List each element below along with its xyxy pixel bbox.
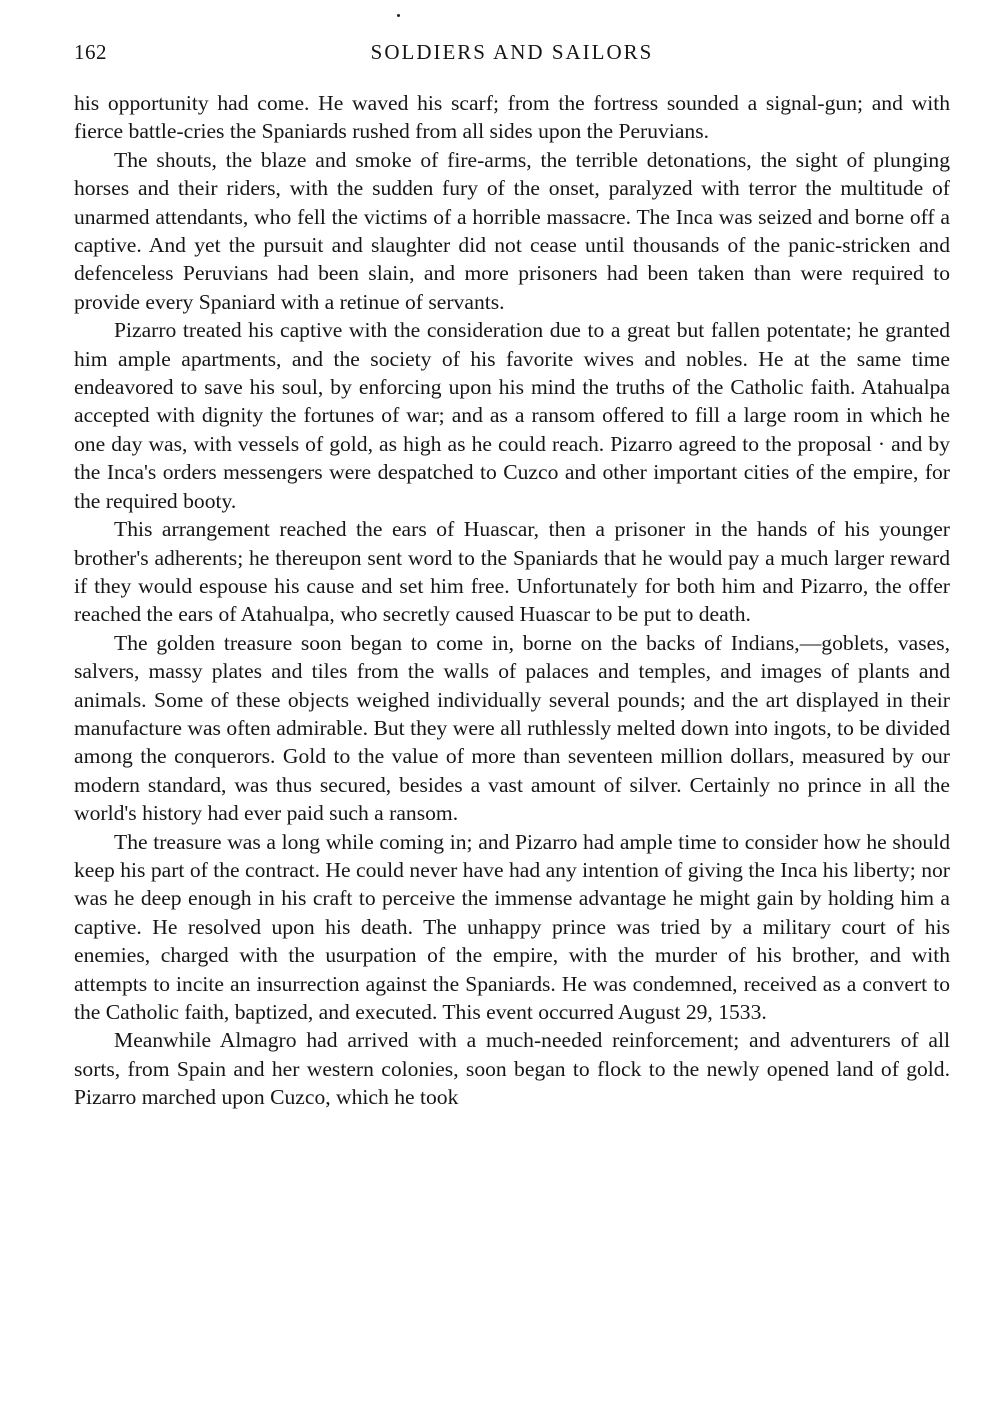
- paragraph-2: The shouts, the blaze and smoke of fire-arms, the terrible detonations, the sight of plunging horses and their riders, with the sudden fury of the onset, paralyzed with terror the multitude of unarmed attendants, who fell the victims of a horrible massacre. The Inca was seized and borne off a captive. And yet the pursuit and slaughter did not cease until thousands of the panic-stricken and defenceless Peruvians had been slain, and more prisoners had been taken than were required to provide every Spaniard with a retinue of servants.: [74, 147, 950, 314]
- print-speck: [397, 14, 400, 17]
- paragraph-7: Meanwhile Almagro had arrived with a much-needed reinforcement; and adventurers of all sorts, from Spain and her western colonies, soon began to flock to the newly opened land of gold. Pizarro marched upon Cuzco, which he took: [74, 1028, 950, 1110]
- paragraph-1: his opportunity had come. He waved his scarf; from the fortress sounded a signal-gun; and with fierce battle-cries the Spaniards rushed from all sides upon the Peruvians.: [74, 91, 950, 144]
- page-header: [74, 40, 950, 70]
- paragraph-6: The treasure was a long while coming in; and Pizarro had ample time to consider how he should keep his part of the contract. He could never have had any intention of giving the Inca his liberty; nor was he deep enough in his craft to perceive the immense advantage he might gain by holding him a captive. He resolved upon his death. The unhappy prince was tried by a military court of his enemies, charged with the usurpation of the empire, with the murder of his brother, and with attempts to incite an insurrection against the Spaniards. He was condemned, received as a convert to the Catholic faith, baptized, and executed. This event occurred August 29, 1533.: [74, 829, 950, 1024]
- running-head: SOLDIERS AND SAILORS: [370, 40, 654, 64]
- paragraph-5: The golden treasure soon began to come in, borne on the backs of Indians,—goblets, vases, salvers, massy plates and tiles from the walls of palaces and temples, and images of plants and animals. Some of these objects weighed individually several pounds; and the art displayed in their manufacture was often admirable. But they were all ruthlessly melted down into ingots, to be divided among the conquerors. Gold to the value of more than seventeen million dollars, measured by our modern standard, was thus secured, besides a vast amount of silver. Certainly no prince in all the world's history had ever paid such a ransom.: [74, 630, 950, 826]
- paragraph-3: Pizarro treated his captive with the consideration due to a great but fallen potentate; he granted him ample apartments, and the society of his favorite wives and nobles. He at the same time endeavored to save his soul, by enforcing upon his mind the truths of the Catholic faith. Atahualpa accepted with dignity the fortunes of war; and as a ransom offered to fill a large room in which he one day was, with vessels of gold, as high as he could reach. Pizarro agreed to the proposal · and by the Inca's orders messengers were despatched to Cuzco and other important cities of the empire, for the required booty.: [74, 318, 950, 513]
- body-text: [74, 89, 950, 1112]
- paragraph-4: This arrangement reached the ears of Huascar, then a prisoner in the hands of his younger brother's adherents; he thereupon sent word to the Spaniards that he would pay a much larger reward if they would espouse his cause and set him free. Unfortunately for both him and Pizarro, the offer reached the ears of Atahualpa, who secretly caused Huascar to be put to death.: [74, 517, 950, 627]
- page-number: 162: [74, 40, 107, 64]
